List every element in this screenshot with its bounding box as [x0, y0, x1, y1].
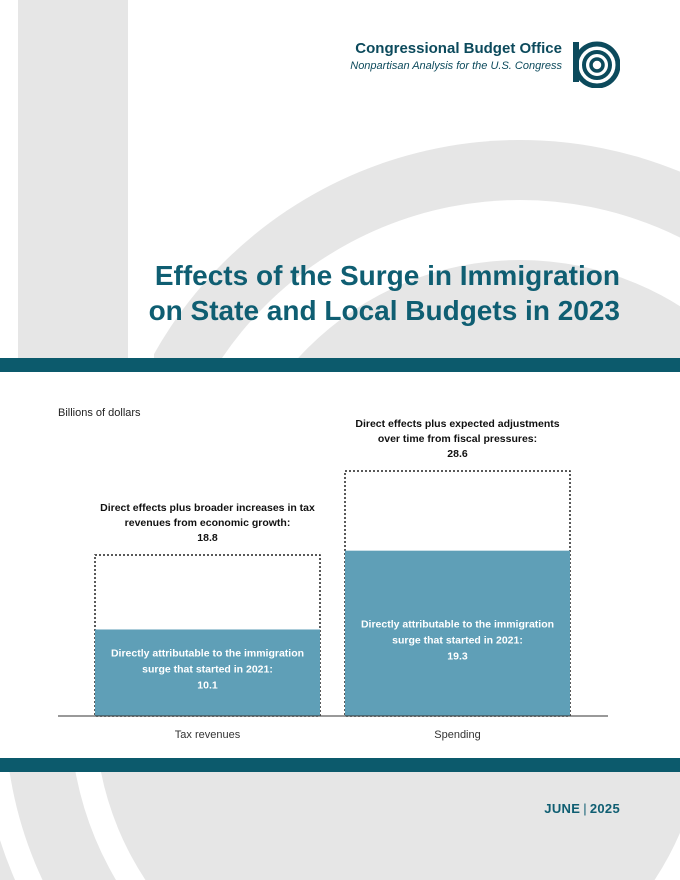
label-total-tax-revenues-line-2: revenues from economic growth: [124, 516, 291, 529]
x-tick-label-spending: Spending [434, 729, 481, 741]
label-direct-spending-line-3: 19.3 [447, 650, 468, 663]
y-axis-label: Billions of dollars [58, 407, 141, 419]
label-direct-spending-line-1: Directly attributable to the immigration [360, 618, 555, 631]
bottom-divider-band [0, 758, 680, 772]
label-total-spending-line-1: Direct effects plus expected adjustments [355, 418, 560, 430]
label-direct-tax-revenues-line-2: surge that started in 2021: [142, 663, 273, 676]
bar-chart [0, 372, 680, 758]
label-direct-spending-line-2: surge that started in 2021: [392, 634, 523, 647]
x-tick-label-tax-revenues: Tax revenues [174, 729, 241, 741]
date-separator: | [583, 801, 587, 816]
publication-month: JUNE [544, 801, 581, 816]
label-total-tax-revenues-line-3: 18.8 [197, 531, 218, 544]
publication-date [544, 801, 620, 816]
decorative-footer-background [0, 772, 680, 880]
label-total-spending-line-3: 28.6 [447, 448, 468, 460]
report-title [60, 258, 620, 328]
cover-footer-panel [0, 772, 680, 880]
cbo-spiral-logo-icon [572, 40, 620, 88]
x-tick-labels [175, 729, 481, 741]
report-title-line1: Effects of the Surge in Immigration [154, 260, 620, 291]
label-total-tax-revenues-line-1: Direct effects plus broader increases in tax [100, 501, 315, 514]
org-name: Congressional Budget Office [355, 40, 562, 57]
label-total-spending-line-2: over time from fiscal pressures: [377, 433, 538, 445]
label-direct-tax-revenues-line-3: 10.1 [197, 679, 218, 692]
cbo-logo-text [350, 40, 562, 74]
label-direct-tax-revenues-line-1: Directly attributable to the immigration [110, 647, 305, 660]
top-divider-band [0, 358, 680, 372]
bar-direct-spending [345, 551, 570, 716]
org-tagline: Nonpartisan Analysis for the U.S. Congress [350, 60, 562, 72]
report-title-line2: on State and Local Budgets in 2023 [148, 295, 620, 326]
publication-year: 2025 [589, 801, 620, 816]
